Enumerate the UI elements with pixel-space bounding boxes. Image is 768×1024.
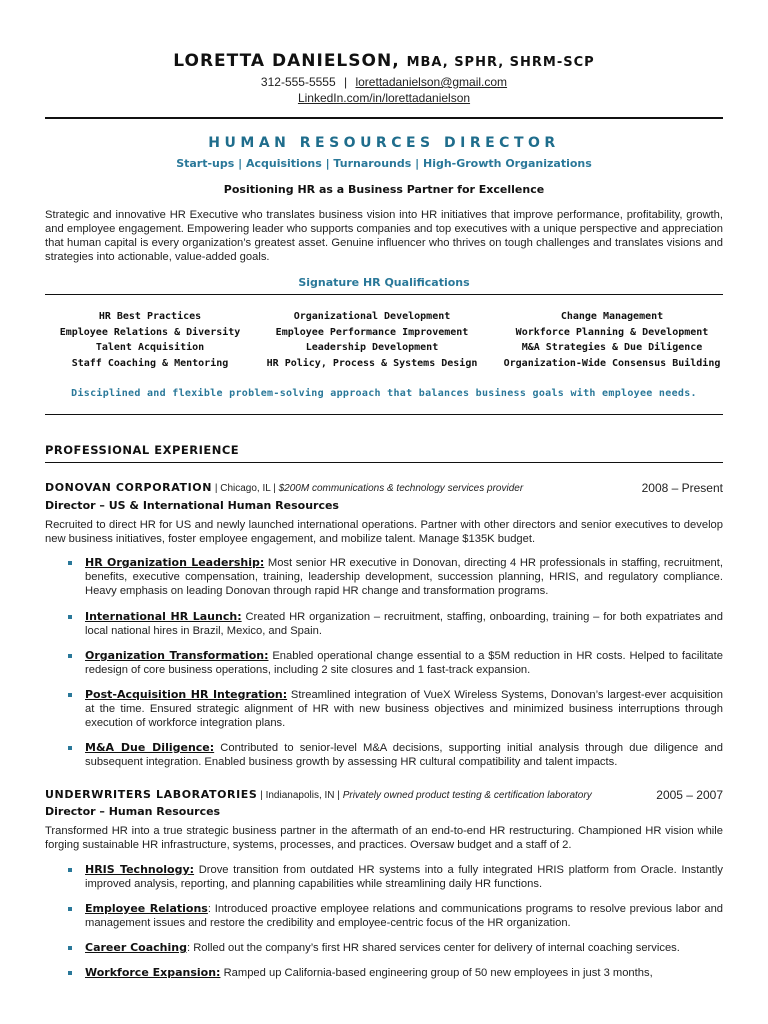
- achievement-bullet: [85, 649, 723, 677]
- job-role: Director – US & International Human Resources: [45, 499, 339, 512]
- contact-separator: |: [344, 75, 348, 89]
- closing-divider: [45, 414, 723, 415]
- achievement-text: Contributed to senior-level M&A decisions, supporting initial analysis through due diligence and subsequent integration. Enabled business growth by assessing HR cultural compatibility and talent impacts.: [85, 742, 723, 768]
- qualifications-divider: [45, 294, 723, 295]
- achievement-text: : Rolled out the company’s first HR shared services center for delivery of internal coaching services.: [186, 942, 680, 954]
- achievement-bullet: [85, 556, 723, 598]
- email-link[interactable]: lorettadanielson@gmail.com: [355, 75, 508, 89]
- achievement-text: Streamlined integration of VueX Wireless Systems, Donovan’s largest-ever acquisition at the time. Ensured strategic alignment of HR with new business objectives and minimized business interruptions through execution of workforce integration plans.: [85, 689, 723, 729]
- job-role: Director – Human Resources: [45, 805, 221, 818]
- achievement-lead: Workforce Expansion:: [85, 966, 221, 979]
- qualifications-column-3: [497, 309, 727, 372]
- achievement-lead: Post-Acquisition HR Integration:: [85, 688, 288, 701]
- linkedin-line: [0, 91, 768, 105]
- company-location: | Chicago, IL |: [212, 483, 279, 494]
- achievement-lead: Career Coaching: [85, 941, 187, 954]
- qualifications-heading: Signature HR Qualifications: [298, 276, 470, 289]
- job-title: HUMAN RESOURCES DIRECTOR: [208, 135, 560, 151]
- profile-summary: Strategic and innovative HR Executive who translates business vision into HR initiatives that improve performance, profitability, growth, and employee engagement. Empowering leader who supports companies and top executives with a unique perspective and appreciation that human capital is every organization’s greatest asset. Genuine influencer who thrives on tough challenges and translates visions and strategies into actionable, value-added goals.: [45, 209, 723, 263]
- qualifications-column-2: [259, 309, 485, 372]
- qualification-item: HR Policy, Process & Systems Design: [266, 358, 478, 370]
- achievement-text: Ramped up California-based engineering group of 50 new employees in just 3 months,: [220, 967, 653, 979]
- qualification-item: HR Best Practices: [98, 311, 202, 322]
- linkedin-link[interactable]: LinkedIn.com/in/lorettadanielson: [297, 91, 471, 105]
- job-summary: Recruited to direct HR for US and newly launched international operations. Partner with other directors and senior executives to develop new business initiatives, foster employee engagement, and mobilize talent. Manage $135K budget.: [45, 519, 723, 545]
- achievement-text: Drove transition from outdated HR systems into a fully integrated HRIS platform from Oracle. Instantly improved analysis, reporting, and planning capabilities while streamlining daily HR functions.: [85, 864, 723, 890]
- qualification-item: Employee Relations & Diversity: [59, 326, 241, 338]
- achievement-lead: Employee Relations: [85, 902, 208, 915]
- contact-line: [0, 75, 768, 89]
- achievement-lead: HRIS Technology:: [85, 863, 195, 876]
- company-location: | Indianapolis, IN |: [257, 790, 343, 801]
- qualification-item: Organization-Wide Consensus Building: [503, 358, 721, 370]
- qualification-item: Organizational Development: [293, 311, 451, 322]
- achievement-bullet: [85, 610, 723, 638]
- achievement-bullet: [85, 741, 723, 769]
- qualifications-column-1: [45, 309, 255, 372]
- positioning-statement: Positioning HR as a Business Partner for Excellence: [223, 183, 545, 196]
- closing-statement: Disciplined and flexible problem-solving approach that balances business goals with employee needs.: [71, 388, 697, 399]
- achievement-bullet: [85, 941, 723, 955]
- achievement-bullet: [85, 688, 723, 730]
- experience-divider: [45, 462, 723, 463]
- company-name: DONOVAN CORPORATION: [45, 481, 213, 494]
- qualification-item: Workforce Planning & Development: [515, 326, 709, 338]
- company-description: Privately owned product testing & certification laboratory: [342, 790, 592, 801]
- achievement-lead: HR Organization Leadership:: [85, 556, 265, 569]
- qualification-item: Employee Performance Improvement: [275, 326, 469, 338]
- job-dates: 2008 – Present: [641, 481, 723, 495]
- credentials-text: MBA, SPHR, SHRM-SCP: [406, 55, 595, 70]
- company-description: $200M communications & technology services provider: [278, 483, 524, 494]
- job-header: [45, 788, 723, 801]
- qualification-item: Change Management: [560, 311, 664, 322]
- achievement-bullet: [85, 863, 723, 891]
- tagline: Start-ups | Acquisitions | Turnarounds | High-Growth Organizations: [176, 157, 592, 170]
- achievement-text: Most senior HR executive in Donovan, directing 4 HR professionals in staffing, recruitment, benefits, executive compensation, training, leadership development, succession planning, HRIS, and regulatory compliance. Heavy emphasis on leading Donovan through rapid HR change and transformation programs.: [85, 557, 723, 597]
- qualification-item: Staff Coaching & Mentoring: [71, 358, 229, 370]
- achievement-lead: International HR Launch:: [85, 610, 242, 623]
- phone: 312-555-5555: [260, 75, 336, 89]
- job-header: [45, 481, 723, 494]
- qualification-item: M&A Strategies & Due Diligence: [521, 342, 703, 354]
- achievement-lead: Organization Transformation:: [85, 649, 269, 662]
- job-summary: Transformed HR into a true strategic business partner in the aftermath of an end-to-end HR restructuring. Championed HR vision while forging sustainable HR infrastructure, systems, processes, and practices. Oversaw budget and a staff of 2.: [45, 825, 723, 851]
- company-name: UNDERWRITERS LABORATORIES: [45, 788, 258, 801]
- qualification-item: Talent Acquisition: [95, 342, 205, 354]
- achievement-text: : Introduced proactive employee relations and communications programs to resolve previous labor and management issues and restore the credibility and employee-centric focus of the HR organization.: [85, 903, 724, 929]
- candidate-name: [0, 51, 768, 71]
- name-text: LORETTA DANIELSON,: [173, 51, 400, 71]
- achievement-lead: M&A Due Diligence:: [85, 741, 215, 754]
- achievement-text: Created HR organization – recruitment, staffing, onboarding, training – for both expatriates and local national hires in Brazil, Mexico, and Spain.: [85, 611, 723, 637]
- achievement-text: Enabled operational change essential to a $5M reduction in HR costs. Helped to facilitate redesign of core business operations, including 2 site closures and 1 fast-track expansion.: [85, 650, 723, 676]
- experience-heading: PROFESSIONAL EXPERIENCE: [45, 443, 240, 457]
- header-divider: [45, 117, 723, 119]
- achievement-bullet: [85, 966, 723, 980]
- achievement-bullet: [85, 902, 723, 930]
- qualification-item: Leadership Development: [305, 342, 439, 354]
- job-dates: 2005 – 2007: [656, 788, 723, 802]
